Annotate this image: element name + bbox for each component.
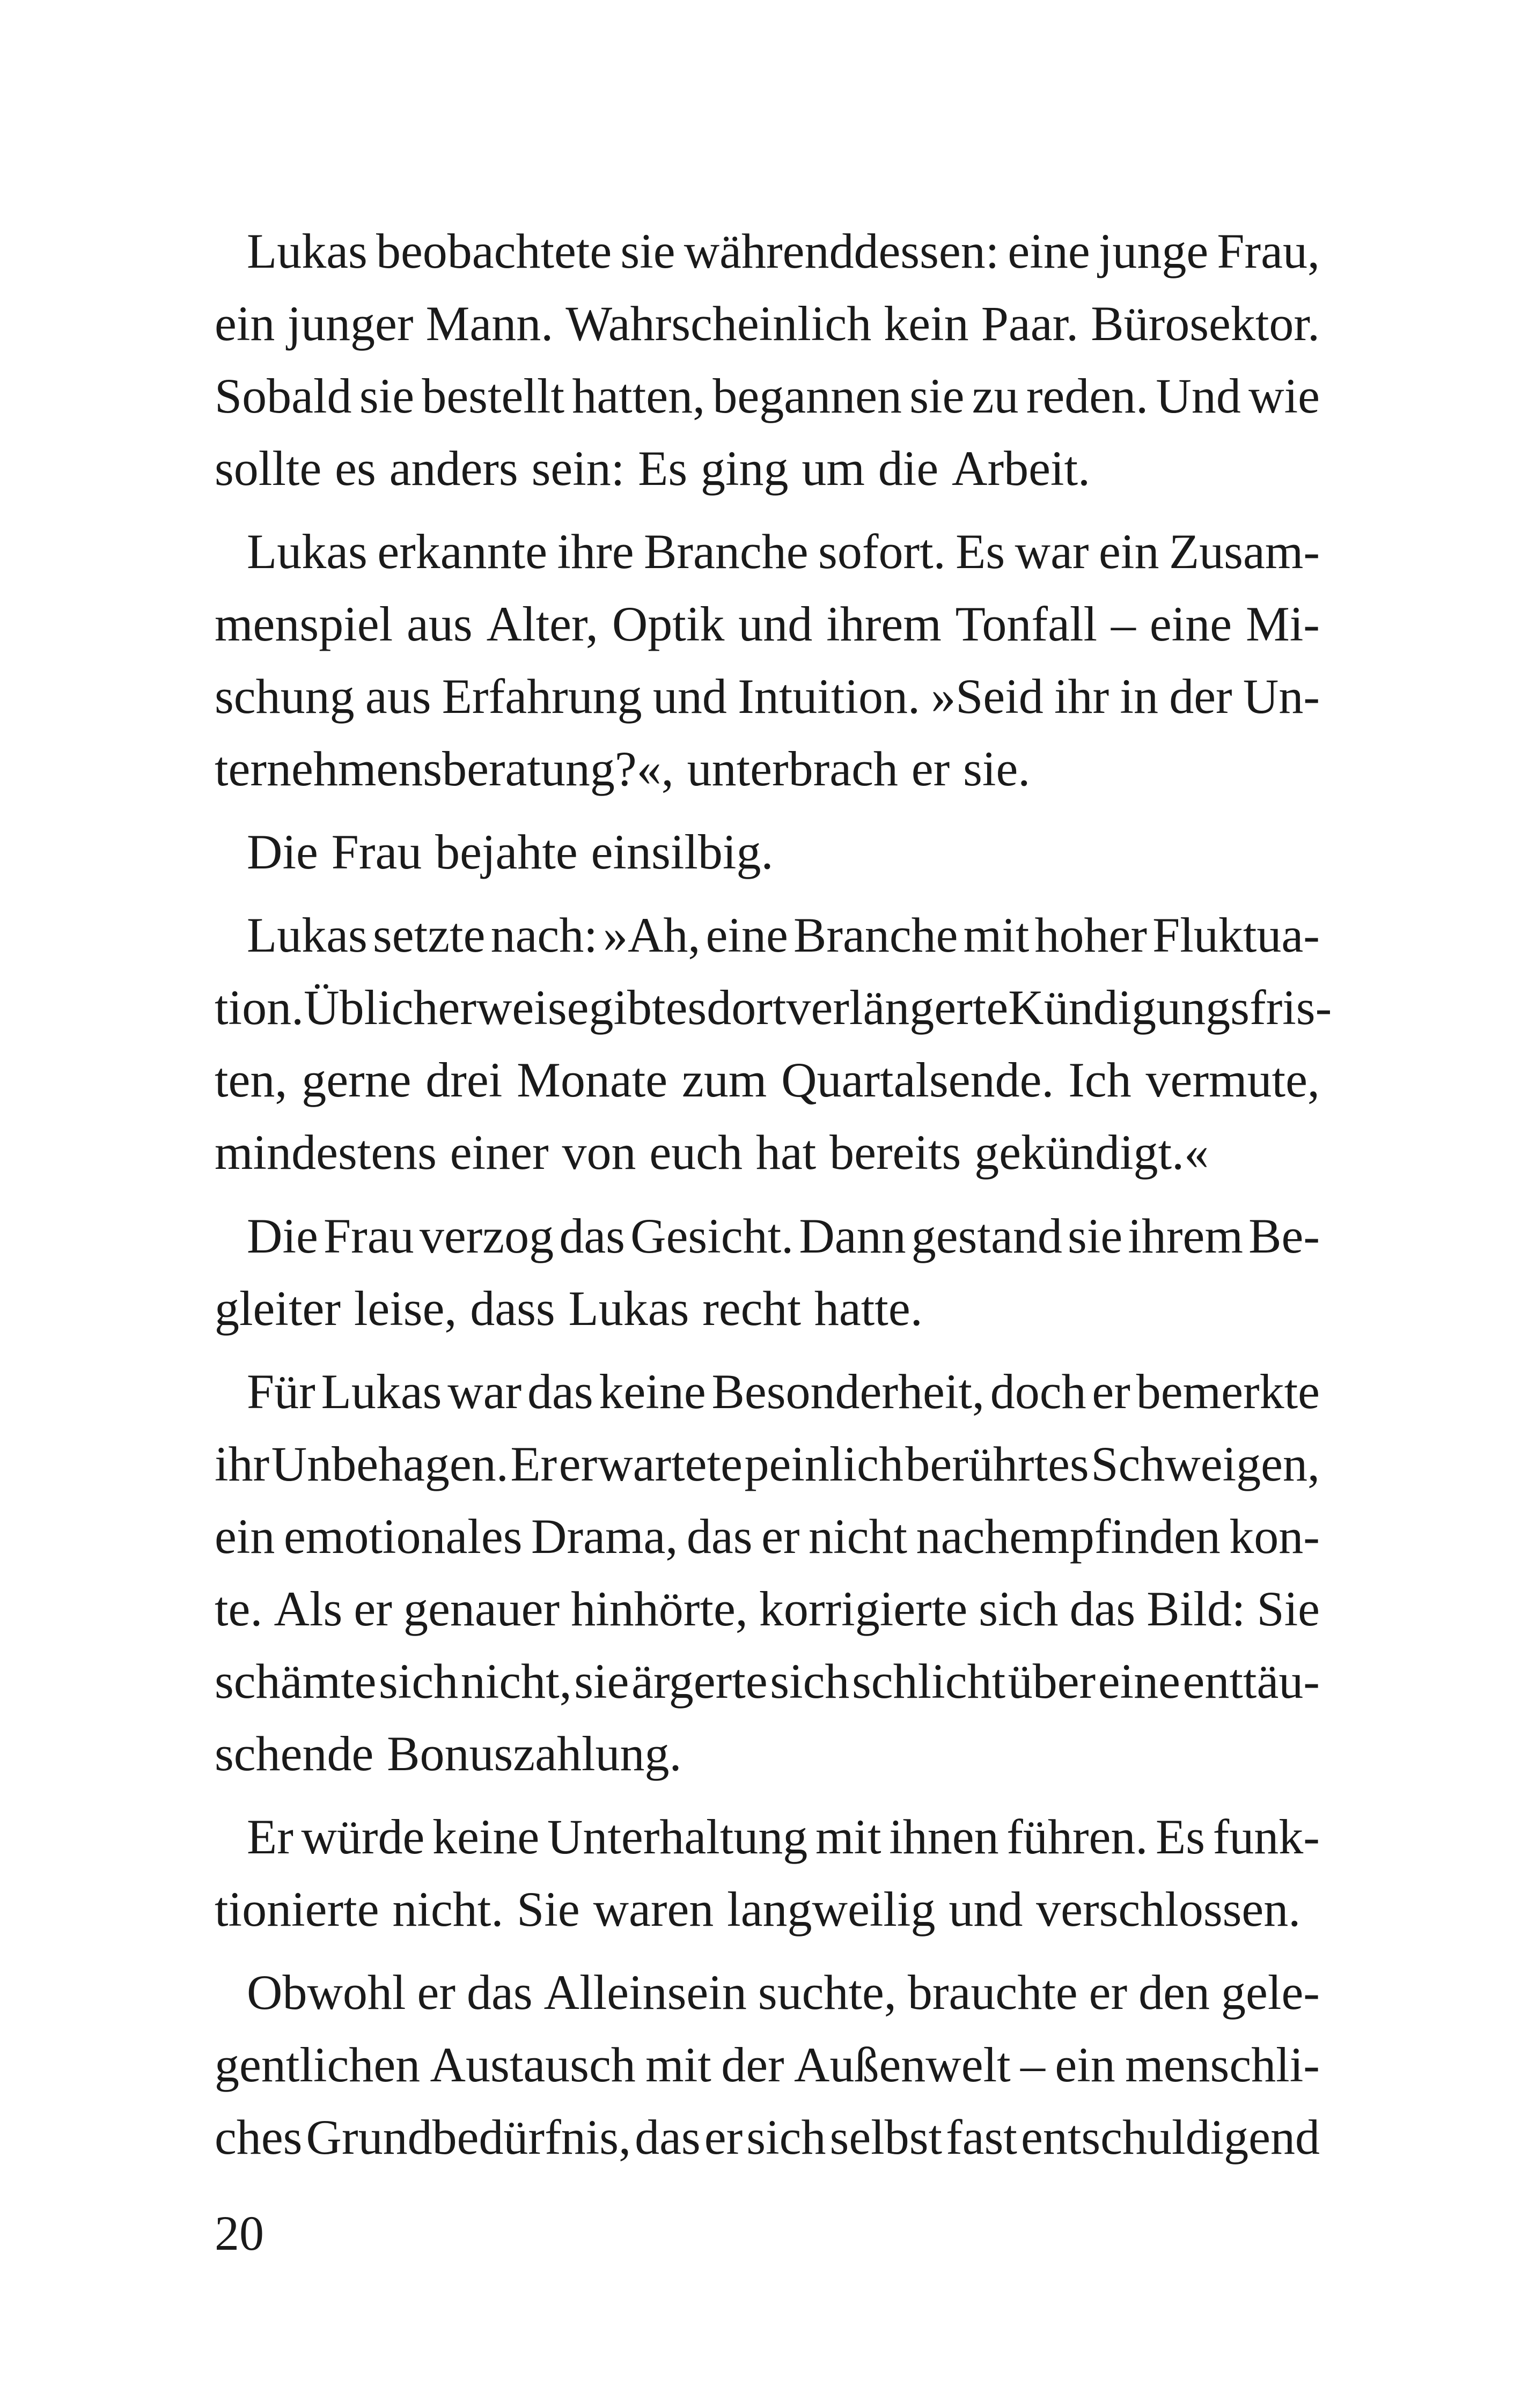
text-line: ternehmensberatung?«, unterbrach er sie.	[215, 741, 1031, 796]
text-line: ten, gerne drei Monate zum Quartalsende. Ich vermute,	[215, 1052, 1320, 1107]
text-line: Lukas setzte nach: »Ah, eine Branche mit hoher Fluktua-	[247, 908, 1320, 962]
text-line: Lukas beobachtete sie währenddessen: eine junge Frau,	[247, 224, 1320, 278]
text-line: ein emotionales Drama, das er nicht nachempfinden kon-	[215, 1509, 1320, 1564]
page-number: 20	[215, 2206, 264, 2260]
text-line: mindestens einer von euch hat bereits gekündigt.«	[215, 1125, 1209, 1180]
text-line: tionierte nicht. Sie waren langweilig und verschlossen.	[215, 1882, 1301, 1936]
text-line: ches Grundbedürfnis, das er sich selbst fast entschuldigend	[215, 2110, 1320, 2164]
text-line: Lukas erkannte ihre Branche sofort. Es war ein Zusam-	[247, 524, 1320, 579]
text-line: menspiel aus Alter, Optik und ihrem Tonfall – eine Mi-	[215, 597, 1320, 651]
text-line: ihr Unbehagen. Er erwartete peinlich berührtes Schweigen,	[215, 1437, 1320, 1491]
text-line: gentlichen Austausch mit der Außenwelt – ein menschli-	[215, 2037, 1320, 2092]
text-line: ein junger Mann. Wahrscheinlich kein Paar. Bürosektor.	[215, 296, 1320, 351]
text-line: Für Lukas war das keine Besonderheit, doch er bemerkte	[247, 1364, 1320, 1419]
text-line: Er würde keine Unterhaltung mit ihnen führen. Es funk-	[247, 1809, 1320, 1864]
text-line: schämte sich nicht, sie ärgerte sich schlicht über eine enttäu-	[215, 1654, 1320, 1709]
text-line: gleiter leise, dass Lukas recht hatte.	[215, 1281, 923, 1336]
text-line: tion. Üblicherweise gibt es dort verlängerte Kündigungsfris-	[215, 980, 1332, 1035]
text-line: sollte es anders sein: Es ging um die Arbeit.	[215, 441, 1091, 496]
text-line: Die Frau verzog das Gesicht. Dann gestand sie ihrem Be-	[247, 1209, 1320, 1263]
text-line: Sobald sie bestellt hatten, begannen sie zu reden. Und wie	[215, 369, 1320, 423]
text-line: Obwohl er das Alleinsein suchte, brauchte er den gele-	[247, 1965, 1320, 2020]
text-line: schung aus Erfahrung und Intuition. »Seid ihr in der Un-	[215, 669, 1320, 724]
text-line: schende Bonuszahlung.	[215, 1726, 682, 1781]
text-line: Die Frau bejahte einsilbig.	[247, 824, 774, 879]
text-line: te. Als er genauer hinhörte, korrigierte sich das Bild: Sie	[215, 1581, 1320, 1636]
